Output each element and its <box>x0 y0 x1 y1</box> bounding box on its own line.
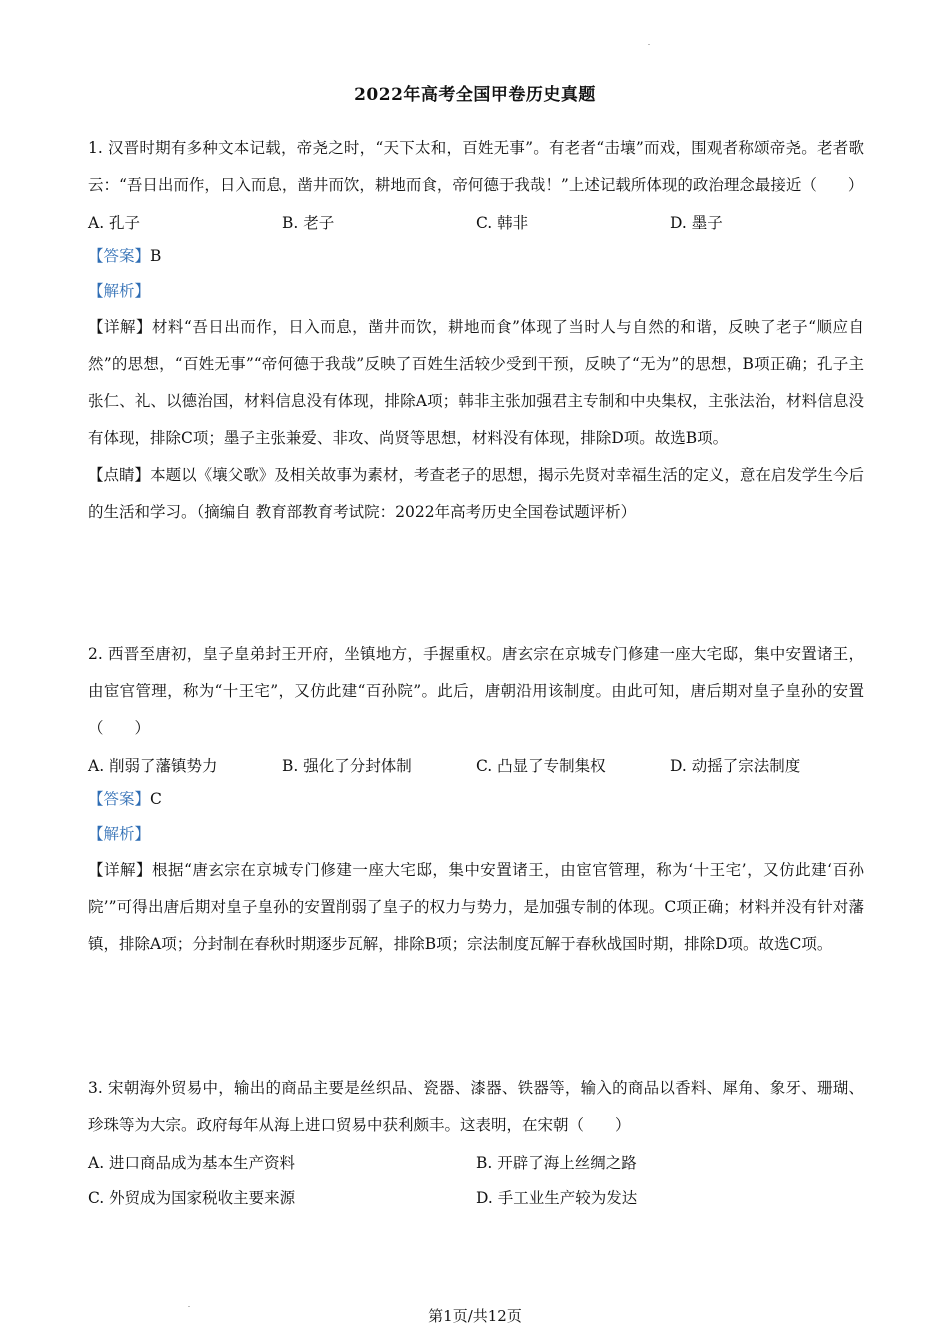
option-a: A. 削弱了藩镇势力 <box>88 756 218 775</box>
question-3-stem: 3. 宋朝海外贸易中，输出的商品主要是丝织品、瓷器、漆器、铁器等，输入的商品以香料、犀角、象牙、珊瑚、珍珠等为大宗。政府每年从海上进口贸易中获利颇丰。这表明，在宋朝（ ） <box>88 1079 864 1134</box>
analysis-tag: 【解析】 <box>88 825 151 843</box>
question-1-analysis <box>88 274 864 309</box>
option-a: A. 进口商品成为基本生产资料 <box>88 1153 296 1172</box>
analysis-tag: 【解析】 <box>88 282 151 300</box>
comment-text: 本题以《壤父歌》及相关故事为素材，考查老子的思想，揭示先贤对幸福生活的定义，意在启发学生今后的生活和学习。（摘编自 教育部教育考试院：2022年高考历史全国卷试题评析） <box>88 466 864 521</box>
option-b: B. 老子 <box>282 213 335 232</box>
question-1 <box>88 130 864 531</box>
answer-tag: 【答案】 <box>88 790 151 808</box>
question-2-detail <box>88 852 864 963</box>
answer-value: C <box>150 790 162 808</box>
option-d: D. 动摇了宗法制度 <box>670 756 801 775</box>
question-1-comment <box>88 457 864 531</box>
option-c: C. 韩非 <box>476 213 529 232</box>
comment-tag: 【点睛】 <box>88 466 151 484</box>
question-1-options <box>88 204 864 239</box>
detail-text: 材料“吾日出而作，日入而息，凿井而饮，耕地而食”体现了当时人与自然的和谐，反映了老子“顺应自然”的思想，“百姓无事”“帝何德于我哉”反映了百姓生活较少受到干预，反映了“无为”的思想，B项正确；孔子主张仁、礼、以德治国，材料信息没有体现，排除A项；韩非主张加强君主专制和中央集权，主张法治，材料信息没有体现，排除C项；墨子主张兼爱、非攻、尚贤等思想，材料没有体现，排除D项。故选B项。 <box>88 318 864 447</box>
question-1-detail <box>88 309 864 457</box>
question-2-stem: 2. 西晋至唐初，皇子皇弟封王开府，坐镇地方，手握重权。唐玄宗在京城专门修建一座大宅邸，集中安置诸王，由宦官管理，称为“十王宅”，又仿此建“百孙院”。此后，唐朝沿用该制度。由此可知，唐后期对皇子皇孙的安置（ ） <box>88 645 864 737</box>
option-b: B. 强化了分封体制 <box>282 756 412 775</box>
question-2-analysis <box>88 817 864 852</box>
question-2-options <box>88 747 864 782</box>
scan-dot <box>648 44 650 45</box>
option-d: D. 墨子 <box>670 213 723 232</box>
question-2 <box>88 636 864 963</box>
option-d: D. 手工业生产较为发达 <box>476 1188 638 1207</box>
page-title: 2022年高考全国甲卷历史真题 <box>354 85 596 105</box>
detail-tag: 【详解】 <box>88 318 152 336</box>
detail-tag: 【详解】 <box>88 861 152 879</box>
question-3 <box>88 1070 864 1214</box>
page-number: 第1页/共12页 <box>428 1307 522 1325</box>
question-1-answer <box>88 239 864 274</box>
answer-value: B <box>150 247 162 265</box>
option-c: C. 凸显了专制集权 <box>476 756 606 775</box>
question-1-stem: 1. 汉晋时期有多种文本记载，帝尧之时，“天下太和，百姓无事”。有老者“击壤”而戏，围观者称颂帝尧。老者歌云：“吾日出而作，日入而息，凿井而饮，耕地而食，帝何德于我哉！”上述记载所体现的政治理念最接近（ ） <box>88 139 864 194</box>
question-3-options-row-1 <box>88 1144 864 1179</box>
option-b: B. 开辟了海上丝绸之路 <box>476 1153 637 1172</box>
option-a: A. 孔子 <box>88 213 141 232</box>
option-c: C. 外贸成为国家税收主要来源 <box>88 1188 296 1207</box>
detail-text: 根据“唐玄宗在京城专门修建一座大宅邸，集中安置诸王，由宦官管理，称为‘十王宅’，又仿此建‘百孙院’”可得出唐后期对皇子皇孙的安置削弱了皇子的权力与势力，是加强专制的体现。C项正确；材料并没有针对藩镇，排除A项；分封制在春秋时期逐步瓦解，排除B项；宗法制度瓦解于春秋战国时期，排除D项。故选C项。 <box>88 861 864 953</box>
answer-tag: 【答案】 <box>88 247 151 265</box>
question-3-options-row-2 <box>88 1179 864 1214</box>
question-2-answer <box>88 782 864 817</box>
